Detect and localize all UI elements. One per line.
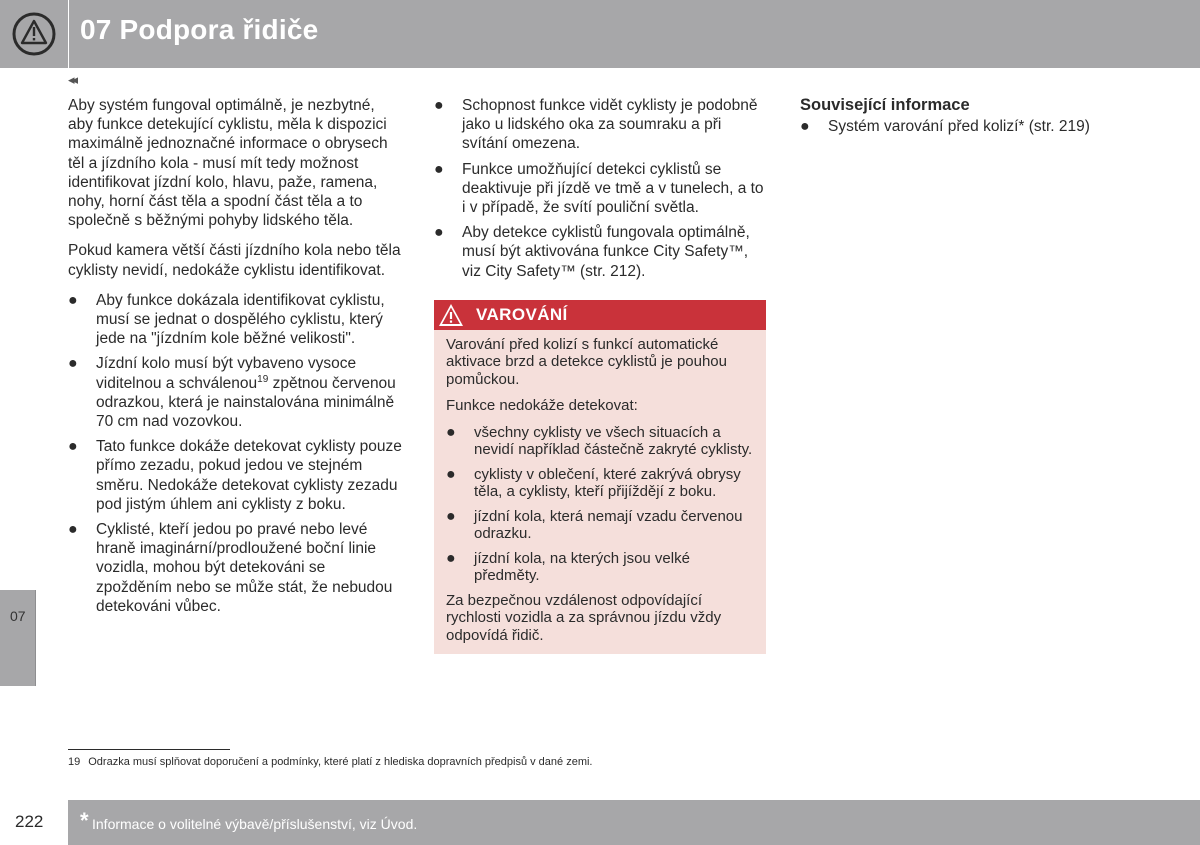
column-3 xyxy=(800,96,1120,142)
col1-bullet-list xyxy=(68,291,403,616)
warning-cannot-detect: Funkce nedokáže detekovat: xyxy=(446,397,638,415)
footnote-text: Odrazka musí splňovat doporučení a podmínky, které platí z hlediska dopravních předpisů v dané zemi. xyxy=(88,756,593,768)
warning-intro: Varování před kolizí s funkcí automatické aktivace brzd a detekce cyklistů je pouhou pomůckou. xyxy=(446,335,727,388)
list-item: ● Tato funkce dokáže detekovat cyklisty pouze přímo zezadu, pokud jedou ve stejném směru. Nedokáže detekovat cyklisty zezadu pod jistým úhlem ani cyklisty z boku. xyxy=(68,438,402,513)
list-item: ● Jízdní kolo musí být vybaveno vysoce viditelnou a schválenou$^{19}$ zpětnou červenou odrazkou, která je nainstalována minimálně 70 cm nad vozovkou. xyxy=(68,355,396,431)
footer-note: Informace o volitelné výbavě/příslušenství, viz Úvod. xyxy=(92,816,418,832)
paragraph-1: Aby systém fungoval optimálně, je nezbytné, aby funkce detekující cyklistu, měla k dispozici maximálně jednoznačné informace o obrysech těl a jízdního kola - musí mít tedy možnost identifikovat jízdní kolo, hlavu, paže, ramena, nohy, horní část těla a spodní část těla a to společně s běžnými pohyby lidského těla. xyxy=(68,97,388,230)
page-title: 07 Podpora řidiče xyxy=(80,14,319,45)
asterisk-icon: * xyxy=(80,808,89,833)
list-item: ● Cyklisté, kteří jedou po pravé nebo levé hraně imaginární/prodloužené boční linie vozidla, mohou být detekováni se zpožděním nebo se může stát, že nebudou detekováni vůbec. xyxy=(68,521,393,615)
warning-bullet-list xyxy=(446,424,754,585)
warning-triangle-icon xyxy=(438,302,464,328)
bullet-dot: ● xyxy=(68,521,78,539)
bullet-dot: ● xyxy=(68,438,78,456)
bullet-dot: ● xyxy=(446,465,456,483)
list-item: ● Schopnost funkce vidět cyklisty je podobně jako u lidského oka za soumraku a při svítání omezena. xyxy=(434,97,758,153)
chapter-side-tab[interactable] xyxy=(0,590,36,686)
column-1 xyxy=(68,96,403,622)
header-icon-box xyxy=(0,0,68,68)
chapter-side-tab-label: 07 xyxy=(10,608,26,624)
list-item: ● jízdní kola, která nemají vzadu červenou odrazku. xyxy=(446,507,743,543)
footnote-divider xyxy=(68,749,230,750)
footer-page-box xyxy=(0,800,68,845)
bullet-dot: ● xyxy=(68,291,78,309)
list-item: ● cyklisty v oblečení, které zakrývá obrysy těla, a cyklisty, kteří přijíždějí z boku. xyxy=(446,465,741,501)
related-info-heading: Související informace xyxy=(800,96,970,114)
footnote-ref[interactable]: 19 xyxy=(257,373,269,385)
header-divider xyxy=(68,0,69,68)
list-item: ● Aby detekce cyklistů fungovala optimálně, musí být aktivována funkce City Safety™, viz City Safety™ (str. 212). xyxy=(434,224,750,280)
paragraph-2: Pokud kamera větší části jízdního kola nebo těla cyklisty nevidí, nedokáže cyklistu identifikovat. xyxy=(68,242,401,279)
bullet-dot: ● xyxy=(434,224,444,242)
header-bar xyxy=(0,0,1200,68)
warning-body xyxy=(434,330,766,655)
bullet-dot: ● xyxy=(446,423,456,441)
list-item: ● všechny cyklisty ve všech situacích a nevidí například částečně zakryté cyklisty. xyxy=(446,423,753,459)
warning-outro: Za bezpečnou vzdálenost odpovídající rychlosti vozidla a za správnou jízdu vždy odpovídá řidič. xyxy=(446,591,722,644)
list-item: ● Aby funkce dokázala identifikovat cyklistu, musí se jednat o dospělého cyklistu, který jede na "jízdním kole běžné velikosti". xyxy=(68,291,385,348)
list-item: ● Funkce umožňující detekci cyklistů se deaktivuje při jízdě ve tmě a v tunelech, a to i v případě, že svítí pouliční světla. xyxy=(434,160,764,217)
col2-bullet-list xyxy=(434,96,766,281)
warning-header xyxy=(434,300,766,330)
list-item: ● jízdní kola, na kterých jsou velké předměty. xyxy=(446,549,690,585)
warning-triangle-icon xyxy=(11,11,57,57)
bullet-dot: ● xyxy=(434,160,444,178)
footnote-number: 19 xyxy=(68,756,81,768)
related-info-link[interactable]: ● Systém varování před kolizí* (str. 219) xyxy=(800,118,1090,136)
footer-note-bar xyxy=(68,800,1200,845)
footnote xyxy=(68,756,592,768)
warning-box xyxy=(434,300,766,655)
bullet-dot: ● xyxy=(800,118,810,136)
footer-bar xyxy=(0,800,1200,845)
bullet-dot: ● xyxy=(68,355,78,373)
column-2 xyxy=(434,96,766,654)
related-info-list xyxy=(800,117,1120,136)
bullet-dot: ● xyxy=(446,507,456,525)
bullet-dot: ● xyxy=(446,549,456,567)
previous-page-arrows[interactable]: ◂◂ xyxy=(68,72,76,87)
page-number: 222 xyxy=(15,812,44,831)
bullet-dot: ● xyxy=(434,97,444,114)
warning-title: VAROVÁNÍ xyxy=(476,304,568,324)
